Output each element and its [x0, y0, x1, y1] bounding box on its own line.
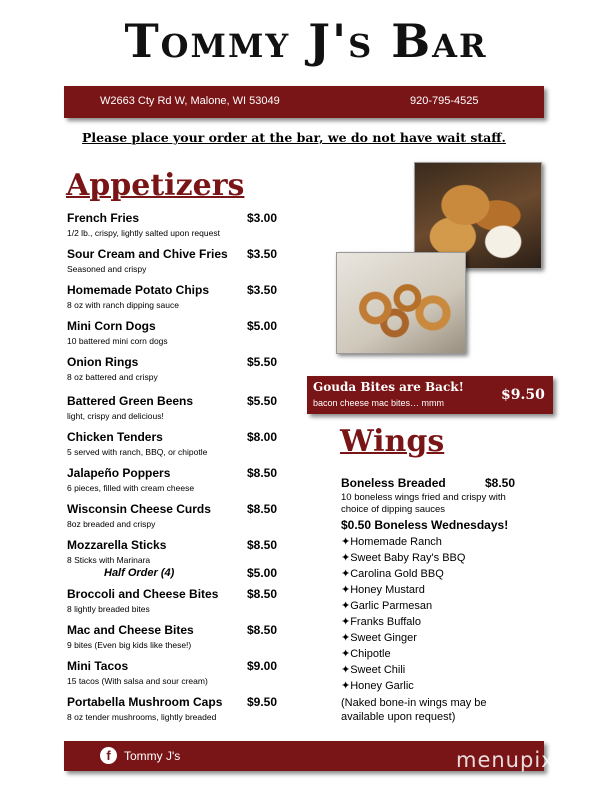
menu-item-name: Mini Tacos	[67, 659, 129, 673]
menu-item-name: Mozzarella Sticks	[67, 538, 167, 552]
menu-item-desc: 9 bites (Even big kids like these!)	[67, 640, 192, 650]
half-order-price: $5.00	[247, 566, 278, 580]
menu-item	[67, 319, 282, 346]
menu-item	[67, 502, 282, 529]
sauce-item: ✦Franks Buffalo	[341, 616, 421, 628]
order-notice: Please place your order at the bar, we do not have wait staff.	[82, 130, 506, 145]
half-order-label: Half Order (4)	[104, 567, 175, 579]
restaurant-title: Tommy J's Bar	[124, 14, 488, 68]
menu-item-price: $5.50	[247, 355, 278, 369]
menu-item-name: Jalapeño Poppers	[67, 466, 171, 480]
promo-subtitle: bacon cheese mac bites… mmm	[313, 398, 445, 408]
menu-item	[67, 430, 282, 457]
phone-number[interactable]: 920-795-4525	[410, 95, 479, 107]
menu-item-price: $5.00	[247, 319, 278, 333]
menu-item-price: $3.00	[247, 211, 278, 225]
menu-item-desc: 8 oz with ranch dipping sauce	[67, 300, 179, 310]
menu-item-desc: 15 tacos (With salsa and sour cream)	[67, 676, 208, 686]
menu-item-name: Mac and Cheese Bites	[67, 623, 194, 637]
menu-item-price: $3.50	[247, 247, 278, 261]
menu-item	[67, 247, 282, 274]
menu-item	[67, 695, 282, 722]
menu-item-price: $8.50	[247, 587, 278, 601]
sauce-item: ✦Sweet Ginger	[341, 632, 417, 644]
menu-item	[67, 538, 282, 565]
menu-item-price: $9.50	[247, 695, 278, 709]
wings-item-name: Boneless Breaded	[341, 476, 446, 490]
menu-item-price: $8.50	[247, 502, 278, 516]
menu-item-desc: 5 served with ranch, BBQ, or chipotle	[67, 447, 208, 457]
menu-item	[67, 211, 282, 238]
sauce-item: ✦Sweet Chili	[341, 664, 406, 676]
menu-item-desc: 8 oz battered and crispy	[67, 372, 158, 382]
menu-item-name: Battered Green Beens	[67, 394, 194, 408]
appetizers-heading: Appetizers	[66, 168, 245, 203]
menu-item-price: $8.50	[247, 623, 278, 637]
menu-item	[67, 394, 282, 421]
menu-item-price: $8.50	[247, 466, 278, 480]
sauce-item: ✦Carolina Gold BBQ	[341, 568, 444, 580]
promo-price: $9.50	[501, 387, 545, 403]
facebook-page-name[interactable]: Tommy J's	[124, 749, 181, 763]
menu-item-desc: 1/2 lb., crispy, lightly salted upon request	[67, 228, 220, 238]
sauce-item: ✦Sweet Baby Ray's BBQ	[341, 552, 466, 564]
onion-rings-photo	[336, 252, 466, 354]
wings-item-desc: 10 boneless wings fried and crispy with choice of dipping sauces	[341, 492, 506, 515]
menu-item	[67, 466, 282, 493]
menu-item-desc: 8 lightly breaded bites	[67, 604, 150, 614]
wings-note: (Naked bone-in wings may be available upon request)	[341, 697, 487, 723]
menu-item-desc: 10 battered mini corn dogs	[67, 336, 168, 346]
menu-item-desc: 8oz breaded and crispy	[67, 519, 156, 529]
menu-item-desc: 8 oz tender mushrooms, lightly breaded	[67, 712, 217, 722]
menu-item	[67, 623, 282, 650]
menu-item-name: Homemade Potato Chips	[67, 283, 210, 297]
menu-item	[67, 283, 282, 310]
menu-item-desc: 6 pieces, filled with cream cheese	[67, 483, 195, 493]
menupix-watermark: menupix	[456, 748, 555, 772]
menu-item-price: $5.50	[247, 394, 278, 408]
wings-item-price: $8.50	[485, 476, 516, 490]
sauce-item: ✦Garlic Parmesan	[341, 600, 433, 612]
sauce-item: ✦Honey Mustard	[341, 584, 425, 596]
menu-item-price: $9.00	[247, 659, 278, 673]
menu-item-price: $8.50	[247, 538, 278, 552]
sauce-item: ✦Chipotle	[341, 648, 391, 660]
menu-item-name: French Fries	[67, 211, 140, 225]
menu-item-name: Broccoli and Cheese Bites	[67, 587, 219, 601]
menu-item	[67, 659, 282, 686]
wings-special: $0.50 Boneless Wednesdays!	[341, 518, 509, 532]
sauce-item: ✦Homemade Ranch	[341, 536, 442, 548]
header-info-bar	[64, 86, 544, 118]
menu-item-name: Mini Corn Dogs	[67, 319, 156, 333]
promo-title: Gouda Bites are Back!	[313, 380, 464, 394]
sauce-list	[341, 534, 465, 694]
facebook-icon[interactable]: f	[100, 747, 117, 764]
menu-item-desc: Seasoned and crispy	[67, 264, 147, 274]
sauce-item: ✦Honey Garlic	[341, 680, 414, 692]
address: W2663 Cty Rd W, Malone, WI 53049	[100, 95, 280, 107]
menu-item-desc: light, crispy and delicious!	[67, 411, 164, 421]
menu-item-name: Portabella Mushroom Caps	[67, 695, 223, 709]
menu-item-price: $3.50	[247, 283, 278, 297]
gouda-bites-promo	[307, 376, 553, 414]
menu-item-price: $8.00	[247, 430, 278, 444]
menu-item-name: Sour Cream and Chive Fries	[67, 247, 228, 261]
menu-item-name: Onion Rings	[67, 355, 139, 369]
wings-heading: Wings	[340, 424, 445, 459]
menu-item-name: Wisconsin Cheese Curds	[67, 502, 211, 516]
menu-item-desc: 8 Sticks with Marinara	[67, 555, 151, 565]
menu-item	[67, 355, 282, 382]
menu-item	[67, 587, 282, 614]
menu-item-name: Chicken Tenders	[67, 430, 163, 444]
